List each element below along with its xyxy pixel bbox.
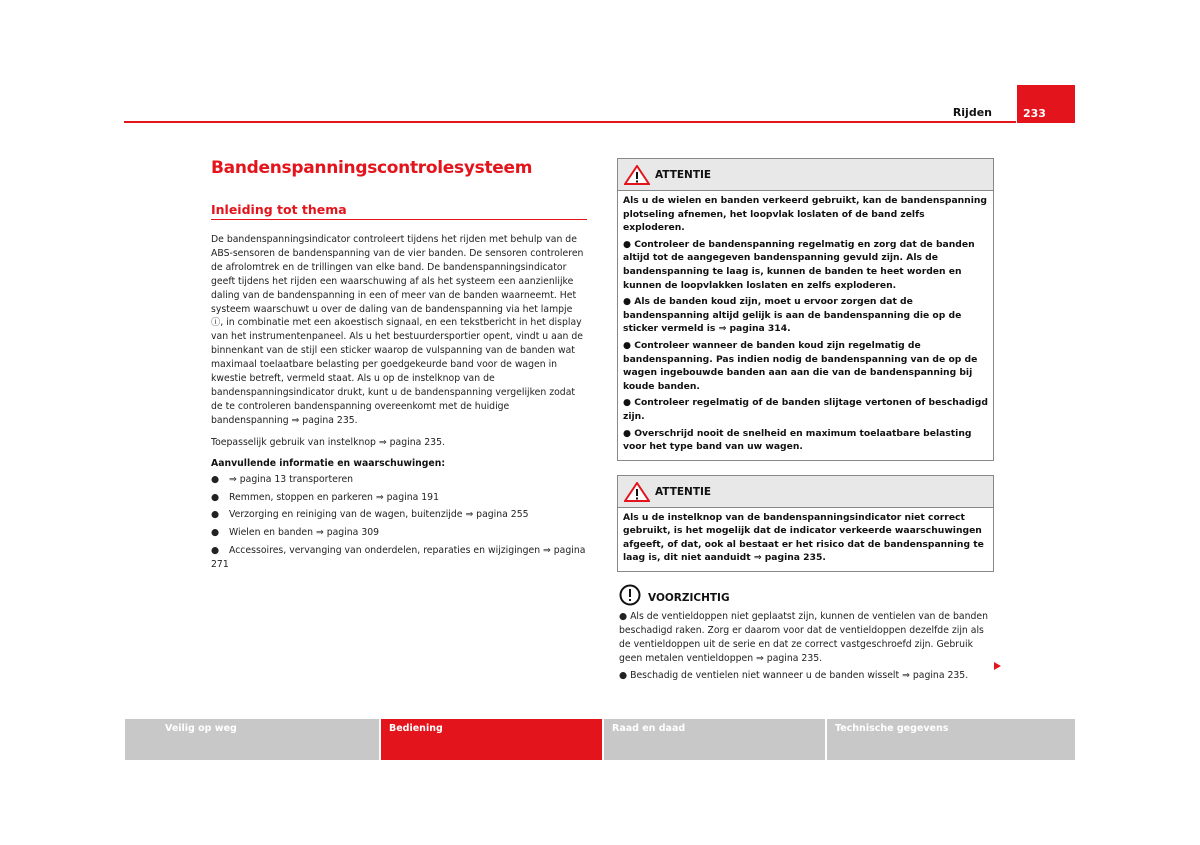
bullet-icon: ● <box>211 473 220 485</box>
notice-header <box>617 584 994 610</box>
warning-box-header <box>618 159 993 191</box>
left-column <box>211 158 587 576</box>
warning-paragraph: ● Als de banden koud zijn, moet u ervoor zorgen dat de bandenspanning altijd gelijk is aan de bandenspanning die op de sticker vermeld is ⇒ pagina 314. <box>623 296 962 335</box>
intro-paragraph: De bandenspanningsindicator controleert tijdens het rijden met behulp van de ABS-sensoren de bandenspanning van de vier banden. De sensoren controleren de afrolomtrek en de trillingen van elke band. De bandenspanningsindicator geeft tijdens het rijden een waarschuwing af als het systeem een aanzienlijke daling van de bandenspanning in een of meer van de banden waarneemt. Het systeem waarschuwt u over de daling van de bandenspanning via het lampje ⓘ, in combinatie met een akoestisch signaal, en een tekstbericht in het display van het instrumentenpaneel. Als u het bestuurdersportier opent, vindt u aan de binnenkant van de stijl een sticker waarop de vulspanning van de banden wat maximaal toelaatbare belasting per goedgekeurde band voor de wagen in kwestie betreft, vermeld staat. Als u op de instelknop van de bandenspanningsindicator drukt, kunt u de bandenspanning vergelijken zodat de te controleren bandenspanning overeenkomt met de huidige bandenspanning ⇒ pagina 235. <box>211 234 584 426</box>
usage-paragraph: Toepasselijk gebruik van instelknop ⇒ pagina 235. <box>211 436 445 448</box>
tab-raad-en-daad[interactable]: Raad en daad <box>604 719 825 760</box>
notice-paragraph: ● Als de ventieldoppen niet geplaatst zijn, kunnen de ventielen van de banden beschadigd raken. Zorg er daarom voor dat de ventieldoppen dezelfde zijn als de ventieldoppen uit de serie en dat ze correct vastgeschroefd zijn. Gebruik geen metalen ventieldoppen ⇒ pagina 235. <box>619 611 988 664</box>
page-title: Bandenspanningscontrolesysteem <box>211 158 533 178</box>
list-item <box>211 544 587 572</box>
warning-box-body <box>618 191 993 460</box>
header-rule <box>124 121 1016 123</box>
continue-arrow-icon <box>994 662 1001 670</box>
notice-block <box>617 584 994 683</box>
tab-technische-gegevens[interactable]: Technische gegevens <box>827 719 1075 760</box>
list-item-text: Verzorging en reiniging van de wagen, buitenzijde ⇒ pagina 255 <box>229 509 529 521</box>
warning-triangle-icon <box>624 165 650 185</box>
warning-triangle-icon <box>624 482 650 502</box>
warning-box-body <box>618 508 993 571</box>
warning-box-header <box>618 476 993 508</box>
tab-bediening[interactable]: Bediening <box>381 719 602 760</box>
section-heading: Inleiding tot thema <box>211 202 347 217</box>
bullet-icon: ● <box>211 509 220 521</box>
more-info-list <box>211 473 587 572</box>
notice-title: VOORZICHTIG <box>648 592 730 605</box>
section-heading-rule <box>211 219 587 220</box>
bullet-icon: ● <box>211 491 220 503</box>
tab-veilig-op-weg[interactable]: Veilig op weg <box>125 719 379 760</box>
warning-box <box>617 475 994 572</box>
page-number: 233 <box>1017 85 1075 123</box>
warning-paragraph: ● Controleer regelmatig of de banden slijtage vertonen of beschadigd zijn. <box>623 397 988 422</box>
footer-tabs <box>125 719 1075 760</box>
more-info-heading: Aanvullende informatie en waarschuwingen: <box>211 457 446 469</box>
warning-paragraph: Als u de instelknop van de bandenspanningsindicator niet correct gebruikt, is het mogelijk dat de indicator verkeerde waarschuwingen afgeeft, of dat, ook al bestaat er het risico dat de bandenspanning te laag is, dit niet aanduidt ⇒ pagina 235. <box>623 511 984 564</box>
list-item <box>211 491 587 505</box>
warning-paragraph: Als u de wielen en banden verkeerd gebruikt, kan de bandenspanning plotseling afnemen, het loopvlak loslaten of de band zelfs exploderen. <box>623 195 987 234</box>
warning-title: ATTENTIE <box>655 169 712 181</box>
right-column <box>617 158 994 686</box>
warning-box <box>617 158 994 461</box>
list-item-text: Accessoires, vervanging van onderdelen, reparaties en wijzigingen ⇒ pagina 271 <box>211 545 586 571</box>
warning-paragraph: ● Controleer wanneer de banden koud zijn regelmatig de bandenspanning. Pas indien nodig de bandenspanning van de op de wagen ingebouwde banden aan aan die van de bandenspanning bij koude banden. <box>623 339 978 392</box>
list-item-text: ⇒ pagina 13 transporteren <box>229 473 354 485</box>
warning-title: ATTENTIE <box>655 485 712 498</box>
list-item <box>211 508 587 522</box>
warning-paragraph: ● Overschrijd nooit de snelheid en maximum toelaatbare belasting voor het type band van uw wagen. <box>623 427 972 453</box>
list-item <box>211 526 587 540</box>
section-title: Rijden <box>952 106 992 119</box>
list-item-text: Wielen en banden ⇒ pagina 309 <box>229 527 380 539</box>
list-item-text: Remmen, stoppen en parkeren ⇒ pagina 191 <box>229 491 440 503</box>
notice-paragraph: ● Beschadig de ventielen niet wanneer u de banden wisselt ⇒ pagina 235. <box>619 669 969 681</box>
caution-circle-icon <box>619 584 641 606</box>
list-item <box>211 473 587 487</box>
bullet-icon: ● <box>211 545 220 557</box>
warning-paragraph: ● Controleer de bandenspanning regelmatig en zorg dat de banden altijd tot de aangegeven bandenspanning gevuld zijn. Als de bandenspanning te laag is, kunnen de banden te heet worden en kunnen de loopvlakken loslaten en zelfs exploderen. <box>623 238 975 291</box>
bullet-icon: ● <box>211 527 220 539</box>
